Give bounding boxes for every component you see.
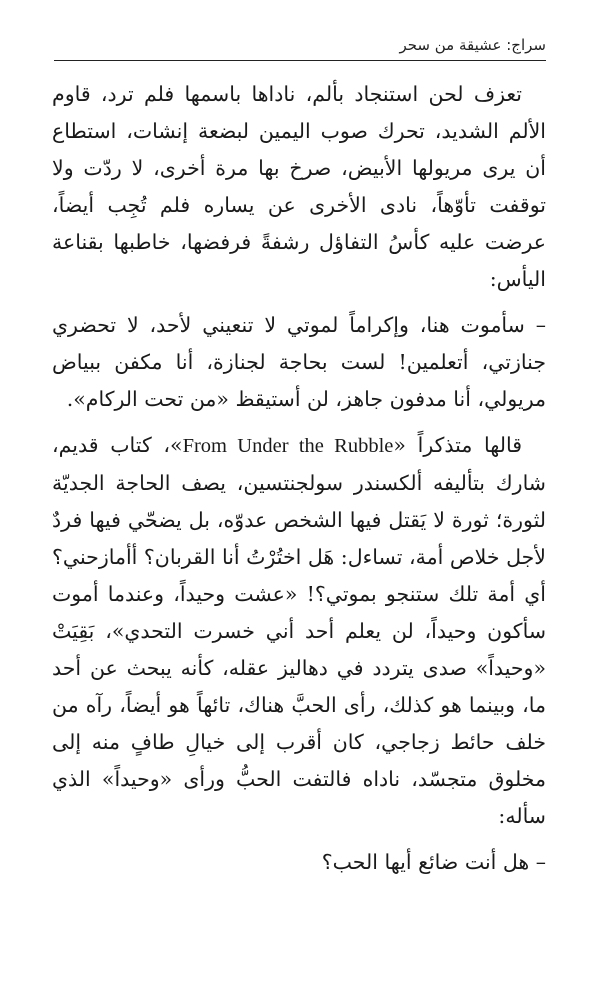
- paragraph-1: تعزف لحن استنجاد بألم، ناداها باسمها فلم ترد، قاوم الألم الشديد، تحرك صوب اليمين لبضعة إنشات، استطاع أن يرى مريولها الأبيض، صرخ بها مرة أخرى، لا ردّت ولا توقفت تأوّهاً، نادى الأخرى عن يساره فلم تُجِب أيضاً، عرضت عليه كأسُ التفاؤل رشفةً فرفضها، خاطبها بقناعة اليأس:: [52, 82, 546, 291]
- paragraph-3: [52, 427, 546, 835]
- dialogue-paragraph-2: – هل أنت ضائع أيها الحب؟: [321, 850, 546, 874]
- book-title-latin: From Under the Rubble: [182, 435, 394, 457]
- body-text: [52, 76, 546, 890]
- paragraph-3-intro: قالها متذكراً «: [393, 433, 522, 457]
- header-title: سراج: عشيقة من سحر: [399, 36, 546, 54]
- paragraph-3-body: »، كتاب قديم، شارك بتأليفه ألكسندر سولجنتسين، يصف الحاجة الجديّة لثورة؛ ثورة لا يَقتل فيها الشخص عدوّه، بل يضحّي فيها فردٌ لأجل خلاص أمة، تساءل: هَل اختُرْتُ أنا القربان؟ أأمازحني؟ أي أمة تلك ستنجو بموتي؟! «عشت وحيداً، وعندما أموت سأكون وحيداً، لن يعلم أحد أني خسرت التحدي»، بَقِيَتْ «وحيداً» صدى يتردد في دهاليز عقله، كأنه يبحث عن أحد ما، وبينما هو كذلك، رأى الحبَّ هناك، تائهاً هو أيضاً، رآه من خلف حائط زجاجي، كان أقرب إلى خيالِ طافٍ منه إلى مخلوق متجسّد، ناداه فالتفت الحبُّ ورأى «وحيداً» الذي سأله:: [52, 433, 546, 828]
- running-header: [54, 34, 546, 61]
- dialogue-paragraph-1: – سأموت هنا، وإكراماً لموتي لا تنعيني لأحد، لا تحضري جنازتي، أتعلمين! لست بحاجة لجنازة، أنا مكفن ببياض مريولي، أنا مدفون جاهز، لن أستيقظ «من تحت الركام».: [52, 313, 546, 411]
